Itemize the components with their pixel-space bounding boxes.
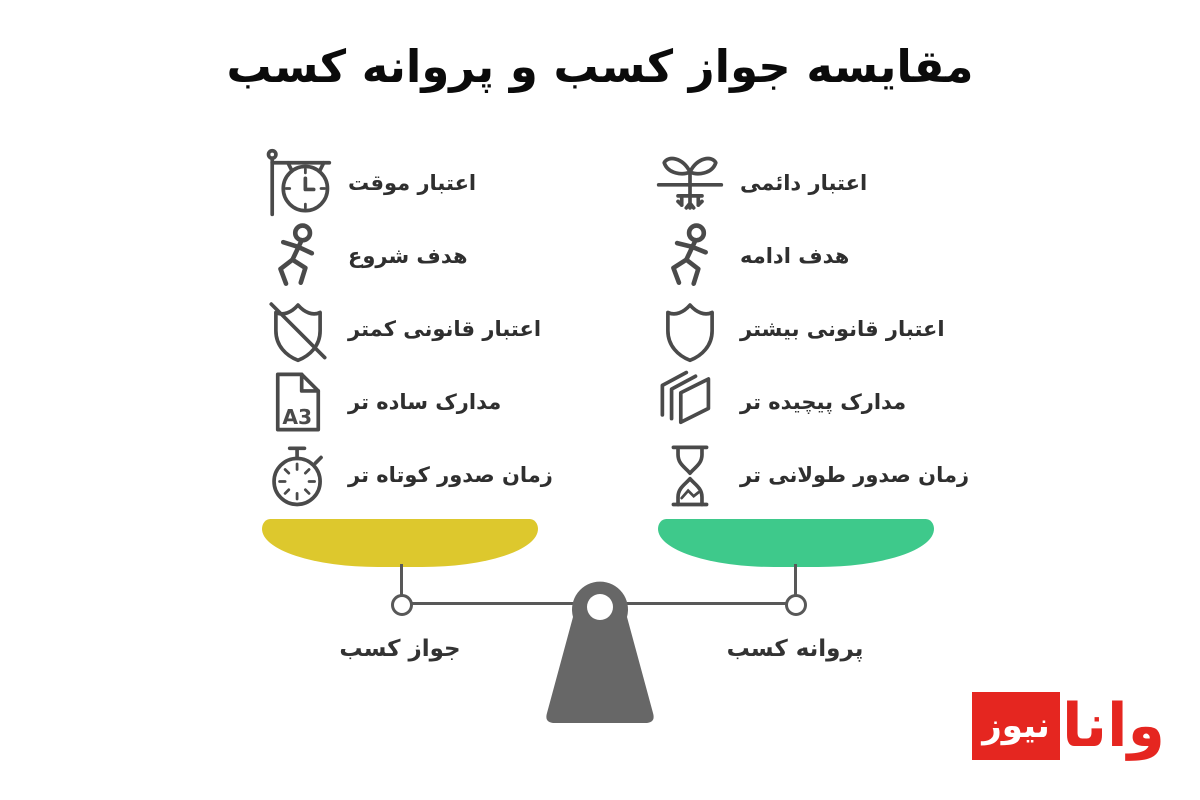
scale-pedestal [539, 577, 661, 725]
scale-hanger-right [794, 564, 797, 596]
hourglass-icon [654, 440, 726, 510]
item-label: زمان صدور کوتاه تر [348, 462, 553, 487]
left-column [262, 146, 592, 511]
item-label: مدارک ساده تر [348, 389, 502, 414]
scale-label-left: جواز کسب [339, 636, 461, 662]
scale-label-right: پروانه کسب [726, 636, 864, 662]
scale-ring-right [785, 594, 807, 616]
comparison-item [262, 146, 592, 219]
runner-icon [262, 221, 334, 291]
item-label: اعتبار موقت [348, 170, 477, 195]
item-label: اعتبار دائمی [740, 170, 868, 195]
comparison-item [262, 292, 592, 365]
comparison-item [262, 438, 592, 511]
hanging-clock-icon [262, 148, 334, 218]
scale-pan-left [262, 519, 538, 567]
item-label: هدف ادامه [740, 243, 850, 268]
comparison-item [654, 292, 984, 365]
document-a3-icon [262, 367, 334, 437]
wana-news-logo [972, 692, 1165, 760]
item-label: اعتبار قانونی کمتر [348, 316, 542, 341]
comparison-item [654, 438, 984, 511]
plant-growth-icon [654, 148, 726, 218]
stopwatch-icon [262, 440, 334, 510]
scale-pan-right [658, 519, 934, 567]
item-label: هدف شروع [348, 243, 468, 268]
right-column [654, 146, 984, 511]
a3-text: A3 [282, 404, 313, 429]
shield-off-icon [262, 294, 334, 364]
comparison-item [654, 365, 984, 438]
logo-name-text: وانا [1062, 691, 1165, 761]
scale-ring-left [391, 594, 413, 616]
layers-icon [654, 367, 726, 437]
item-label: زمان صدور طولانی تر [740, 462, 970, 487]
comparison-item [262, 219, 592, 292]
scale-hanger-left [400, 564, 403, 596]
item-label: مدارک پیچیده تر [740, 389, 907, 414]
shield-icon [654, 294, 726, 364]
comparison-item [262, 365, 592, 438]
page-title: مقایسه جواز کسب و پروانه کسب [226, 40, 974, 93]
logo-suffix-box: نیوز [972, 692, 1060, 760]
comparison-item [654, 146, 984, 219]
runner-icon [654, 221, 726, 291]
comparison-item [654, 219, 984, 292]
item-label: اعتبار قانونی بیشتر [740, 316, 945, 341]
